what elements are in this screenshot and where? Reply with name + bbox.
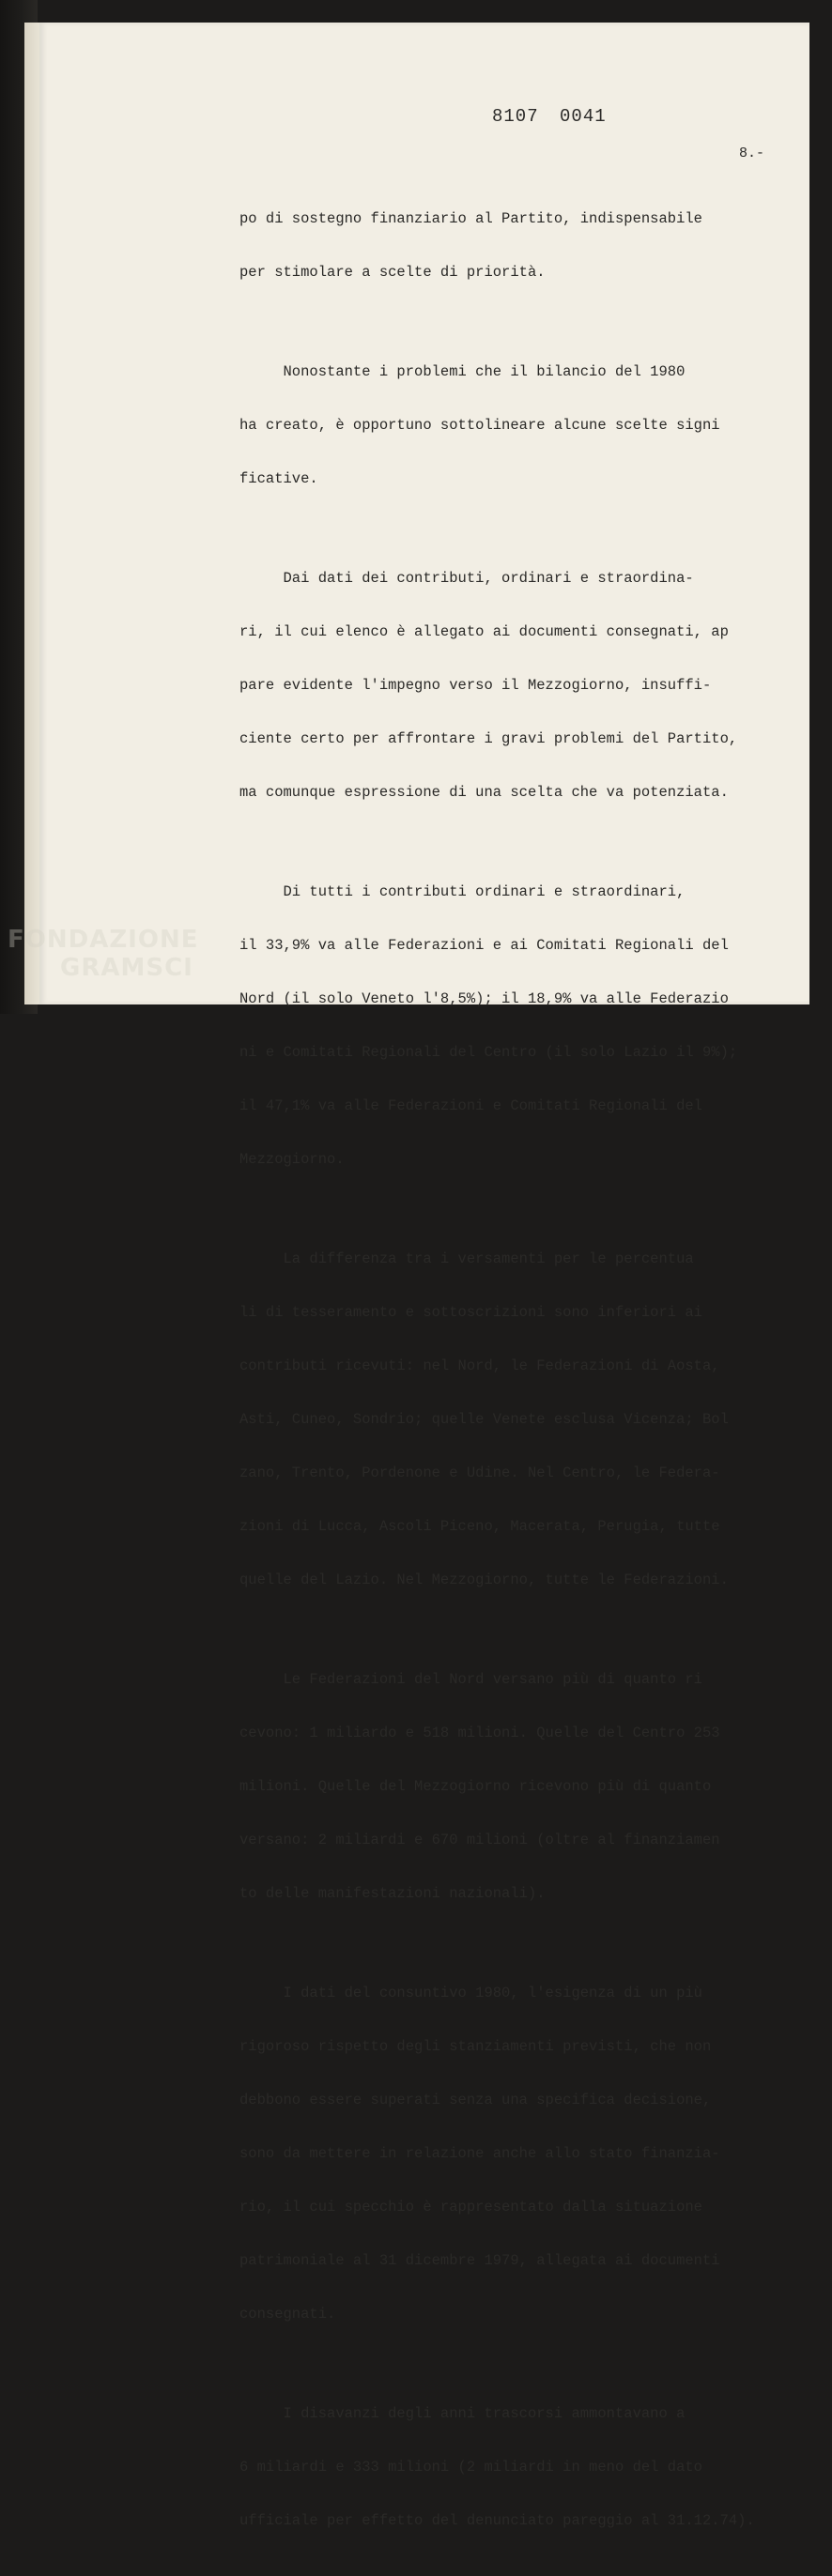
watermark-line-2: GRAMSCI xyxy=(60,954,193,982)
paragraph xyxy=(239,848,784,1204)
text-line: La differenza tra i versamenti per le percentua xyxy=(239,1250,694,1267)
paragraph xyxy=(239,1635,784,1939)
paragraph xyxy=(239,1949,784,2359)
paragraph xyxy=(239,2369,784,2566)
text-line: to delle manifestazioni nazionali). xyxy=(239,1885,546,1902)
text-line: zioni di Lucca, Ascoli Piceno, Macerata, Perugia, tutte xyxy=(239,1518,720,1535)
text-line: il 47,1% va alle Federazioni e Comitati Regionali del xyxy=(239,1097,702,1114)
text-line: cevono: 1 miliardo e 518 milioni. Quelle del Centro 253 xyxy=(239,1725,720,1741)
text-line: quelle del Lazio. Nel Mezzogiorno, tutte le Federazioni. xyxy=(239,1572,729,1588)
paragraph xyxy=(239,1215,784,1625)
text-line: Nord (il solo Veneto l'8,5%); il 18,9% va alle Federazio xyxy=(239,990,729,1007)
text-line: sono da mettere in relazione anche allo stato finanzia- xyxy=(239,2145,720,2162)
text-line: pare evidente l'impegno verso il Mezzogiorno, insuffi- xyxy=(239,677,712,694)
watermark-line-1: FONDAZIONE xyxy=(8,926,199,954)
text-line: ni e Comitati Regionali del Centro (il solo Lazio il 9%); xyxy=(239,1044,738,1061)
text-line: I disavanzi degli anni trascorsi ammontavano a xyxy=(239,2405,686,2422)
text-line: il 33,9% va alle Federazioni e ai Comitati Regionali del xyxy=(239,937,729,954)
text-line: debbono essere superati senza una specifica decisione, xyxy=(239,2092,712,2108)
text-line: ufficiale per effetto del denunciato pareggio al 31.12.74). xyxy=(239,2512,755,2529)
text-line: per stimolare a scelte di priorità. xyxy=(239,264,546,281)
text-line: 6 miliardi e 333 milioni (2 miliardi in meno del dato xyxy=(239,2459,702,2476)
text-line: zano, Trento, Pordenone e Udine. Nel Centro, le Federa- xyxy=(239,1464,720,1481)
text-line: I dati del consuntivo 1980, l'esigenza di un più xyxy=(239,1985,702,2001)
text-line: ciente certo per affrontare i gravi problemi del Partito, xyxy=(239,730,738,747)
text-line: li di tesseramento e sottoscrizioni sono inferiori ai xyxy=(239,1304,702,1321)
text-line: Nonostante i problemi che il bilancio del 1980 xyxy=(239,363,686,380)
paragraph xyxy=(239,328,784,524)
document-number: 8107 0041 xyxy=(492,106,607,127)
text-line: contributi ricevuti: nel Nord, le Federazioni di Aosta, xyxy=(239,1357,720,1374)
text-line: ha creato, è opportuno sottolineare alcune scelte signi xyxy=(239,417,720,434)
text-line: patrimoniale al 31 dicembre 1979, allegata ai documenti xyxy=(239,2252,720,2269)
text-line: milioni. Quelle del Mezzogiorno ricevono più di quanto xyxy=(239,1778,712,1795)
text-line: consegnati. xyxy=(239,2306,336,2323)
text-line: rigoroso rispetto degli stanziamenti previsti, che non xyxy=(239,2038,712,2055)
page-number: 8.- xyxy=(739,146,765,161)
text-line: Le Federazioni del Nord versano più di quanto ri xyxy=(239,1671,702,1688)
text-line: po di sostegno finanziario al Partito, indispensabile xyxy=(239,210,702,227)
text-line: Di tutti i contributi ordinari e straordinari, xyxy=(239,883,686,900)
paragraph xyxy=(239,534,784,837)
text-line: Dai dati dei contributi, ordinari e straordina- xyxy=(239,570,694,587)
text-line: ri, il cui elenco è allegato ai documenti consegnati, ap xyxy=(239,623,729,640)
text-line: ma comunque espressione di una scelta che va potenziata. xyxy=(239,784,729,801)
text-line: versano: 2 miliardi e 670 milioni (oltre al finanziamen xyxy=(239,1832,720,1848)
text-line: ficative. xyxy=(239,470,318,487)
text-line: rio, il cui specchio è rappresentato dalla situazione xyxy=(239,2199,702,2216)
paragraph xyxy=(239,175,784,317)
document-body xyxy=(239,175,784,2576)
fondazione-gramsci-watermark xyxy=(8,926,198,982)
text-line: Mezzogiorno. xyxy=(239,1151,345,1168)
text-line: Asti, Cuneo, Sondrio; quelle Venete esclusa Vicenza; Bol xyxy=(239,1411,729,1428)
